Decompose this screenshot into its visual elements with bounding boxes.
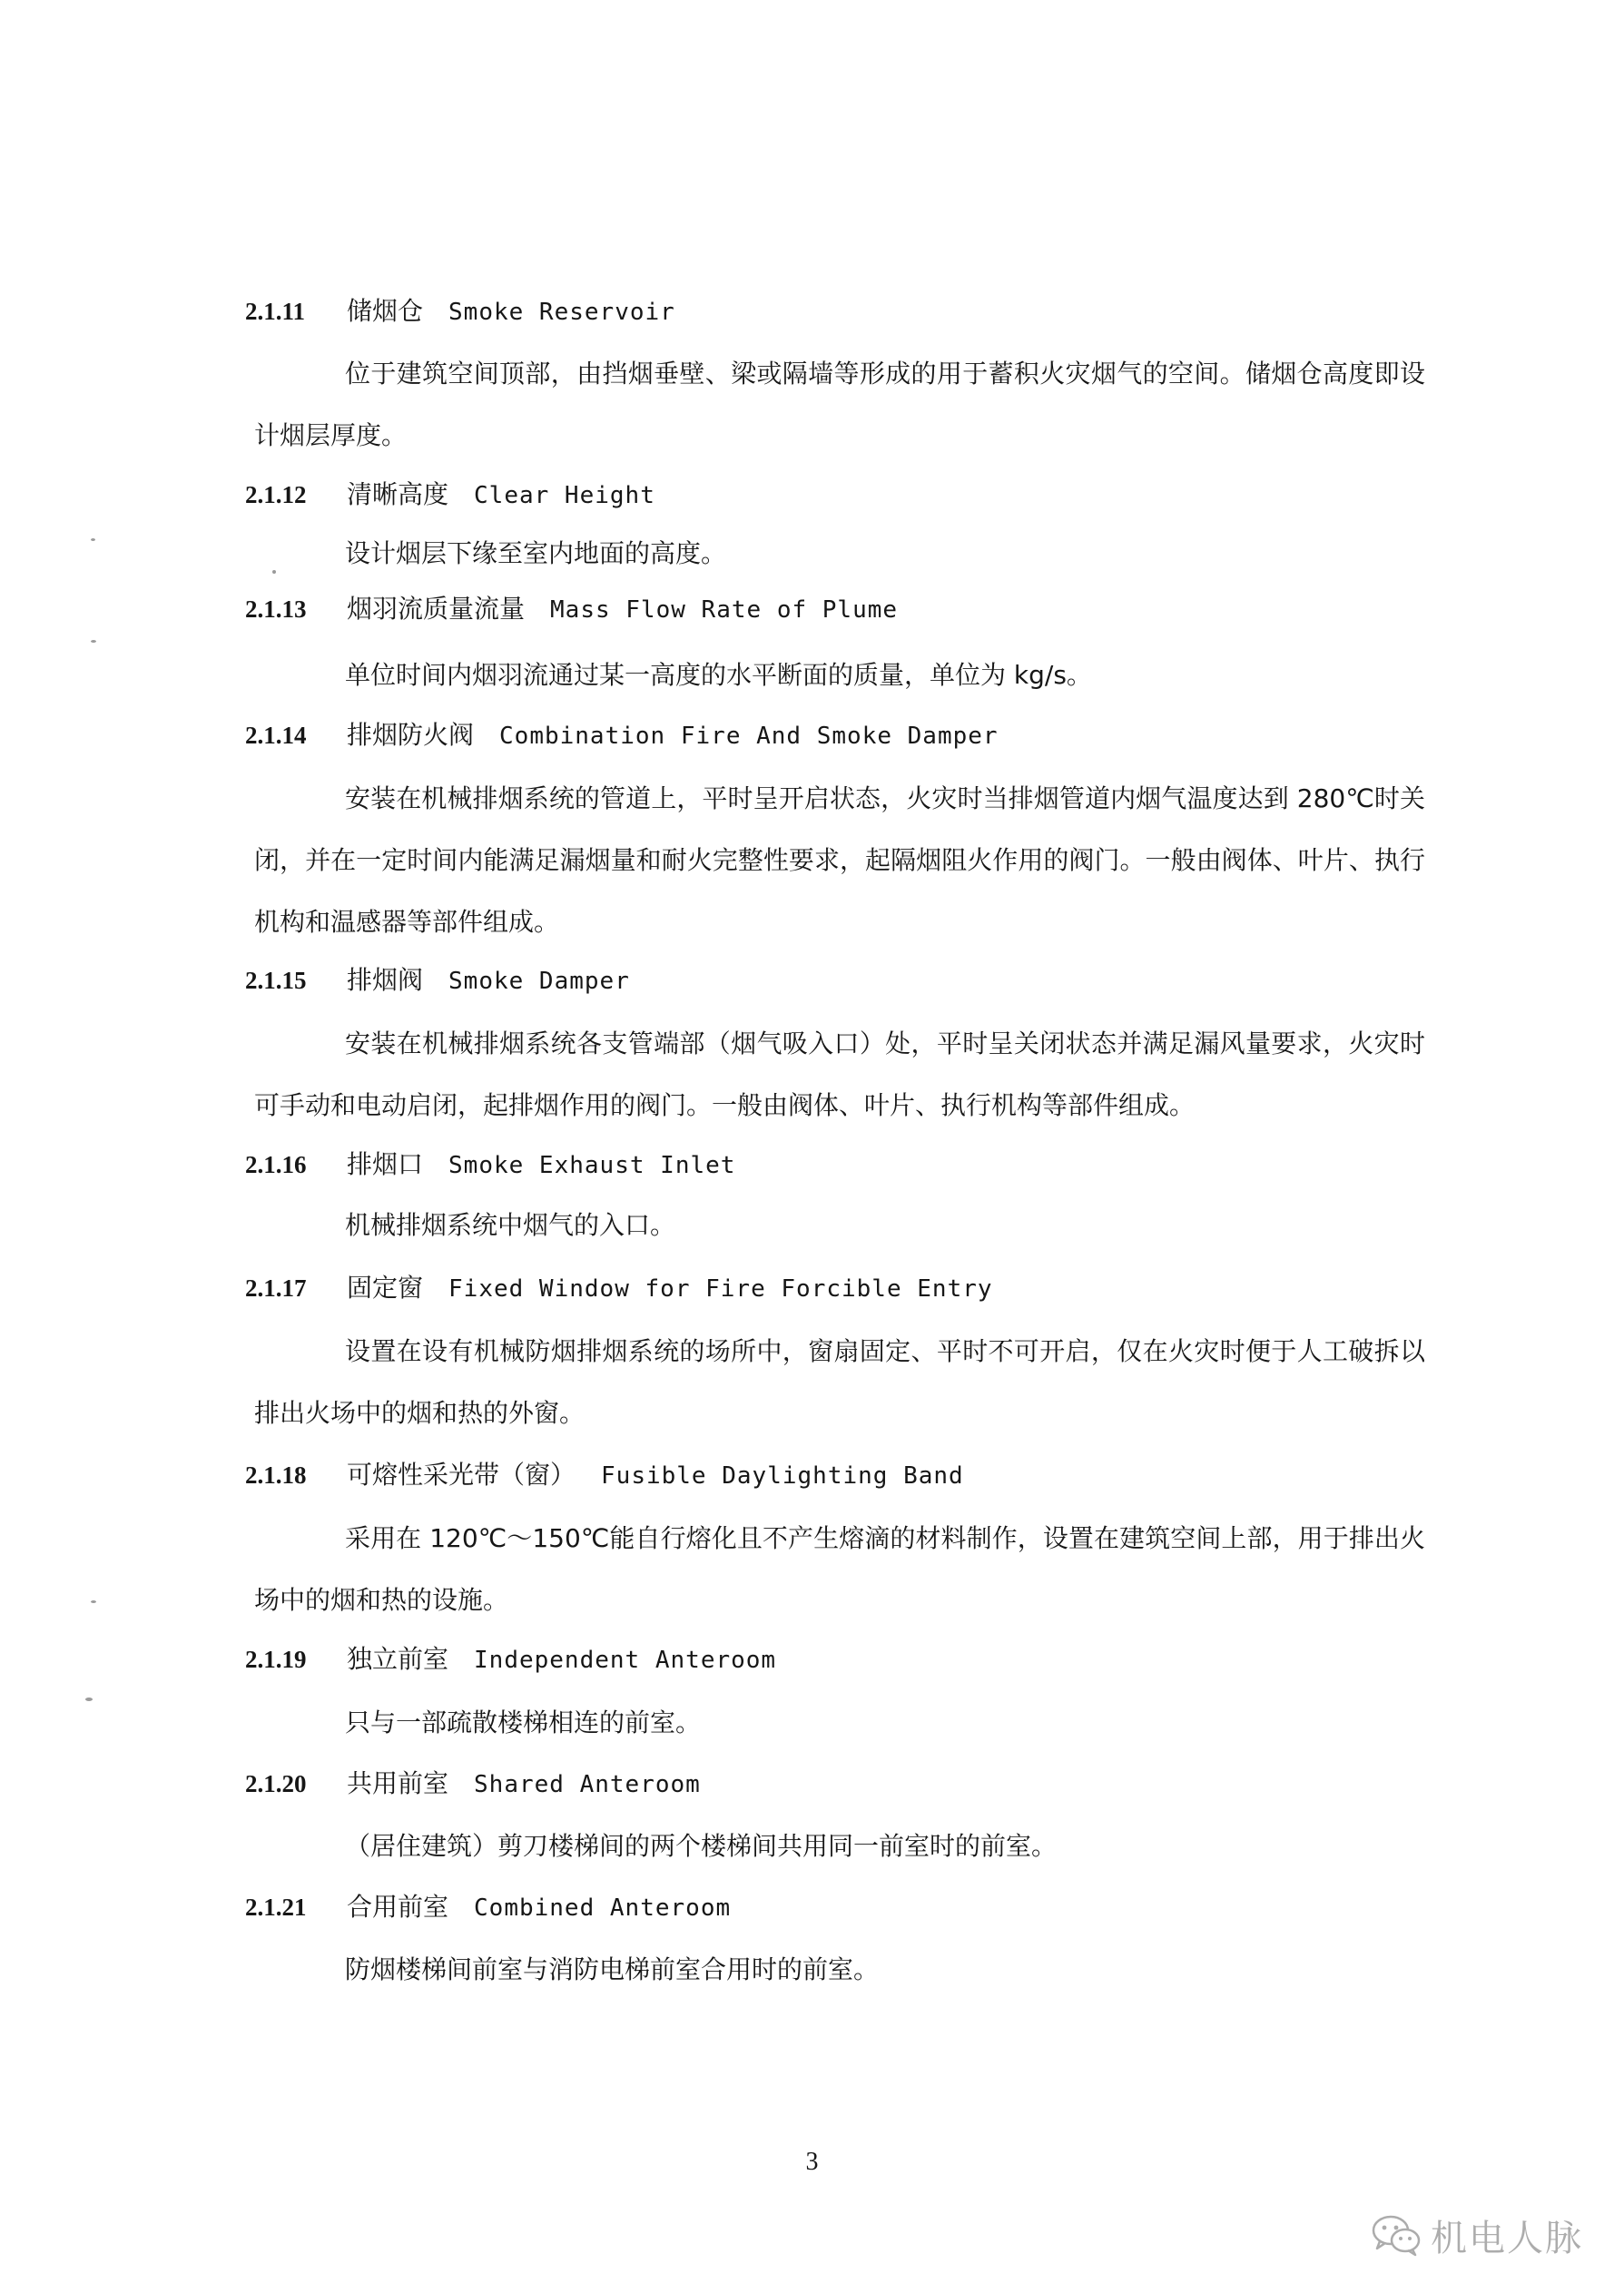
term-chinese: 排烟防火阀 — [347, 720, 475, 750]
term-number: 2.1.21 — [245, 1894, 307, 1921]
term-number: 2.1.13 — [245, 595, 307, 623]
term-chinese: 固定窗 — [347, 1273, 424, 1303]
term-definition: 采用在 120℃～150℃能自行熔化且不产生熔滴的材料制作，设置在建筑空间上部，用于排出火场中的烟和热的设施。 — [254, 1523, 1425, 1615]
term-number: 2.1.14 — [245, 722, 307, 749]
term-definition: 设置在设有机械防烟排烟系统的场所中，窗扇固定、平时不可开启，仅在火灾时便于人工破拆以排出火场中的烟和热的外窗。 — [254, 1336, 1425, 1428]
term-chinese: 烟羽流质量流量 — [347, 594, 526, 624]
term-heading — [245, 1452, 964, 1498]
term-heading — [245, 289, 675, 334]
term-heading — [245, 1761, 701, 1806]
term-chinese: 排烟阀 — [347, 965, 424, 995]
term-definition: 只与一部疏散楼梯相连的前室。 — [345, 1707, 702, 1737]
term-definition: （居住建筑）剪刀楼梯间的两个楼梯间共用同一前室时的前室。 — [345, 1831, 1058, 1861]
term-definition: 机械排烟系统中烟气的入口。 — [345, 1210, 676, 1240]
term-number: 2.1.16 — [245, 1151, 307, 1178]
term-english: Combination Fire And Smoke Damper — [499, 723, 999, 750]
term-heading — [245, 472, 655, 517]
term-chinese: 共用前室 — [347, 1768, 449, 1798]
scan-speck — [91, 640, 96, 643]
term-definition: 安装在机械排烟系统的管道上，平时呈开启状态，火灾时当排烟管道内烟气温度达到 280℃时关闭，并在一定时间内能满足漏烟量和耐火完整性要求，起隔烟阻火作用的阀门。一般由阀体、叶片、执行机构和温感器等部件组成。 — [254, 783, 1425, 937]
term-heading — [245, 1265, 993, 1311]
term-number: 2.1.15 — [245, 967, 307, 994]
term-english: Independent Anteroom — [474, 1647, 777, 1674]
term-heading — [245, 958, 630, 1003]
term-number: 2.1.17 — [245, 1274, 307, 1302]
term-heading — [245, 1885, 731, 1930]
term-definition: 单位时间内烟羽流通过某一高度的水平断面的质量，单位为 kg/s。 — [345, 660, 1092, 690]
term-english: Smoke Damper — [448, 968, 630, 995]
term-chinese: 合用前室 — [347, 1892, 449, 1922]
term-number: 2.1.20 — [245, 1770, 307, 1797]
term-chinese: 清晰高度 — [347, 479, 449, 509]
page-number: 3 — [805, 2148, 819, 2176]
term-english: Mass Flow Rate of Plume — [550, 596, 899, 624]
term-heading — [245, 1142, 735, 1187]
term-heading — [245, 1637, 776, 1682]
term-number: 2.1.11 — [245, 298, 306, 325]
term-number: 2.1.12 — [245, 481, 307, 508]
scan-speck — [91, 1600, 96, 1603]
term-definition: 防烟楼梯间前室与消防电梯前室合用时的前室。 — [345, 1954, 880, 1984]
term-english: Combined Anteroom — [474, 1894, 732, 1922]
term-chinese: 独立前室 — [347, 1644, 449, 1674]
watermark — [1371, 2208, 1583, 2262]
watermark-text: 机电人脉 — [1431, 2217, 1583, 2259]
term-english: Fixed Window for Fire Forcible Entry — [448, 1275, 993, 1303]
term-chinese: 储烟仓 — [347, 296, 424, 326]
term-number: 2.1.18 — [245, 1461, 307, 1489]
term-chinese: 排烟口 — [347, 1149, 424, 1179]
term-heading — [245, 586, 898, 632]
wechat-icon — [1371, 2213, 1422, 2257]
term-english: Fusible Daylighting Band — [601, 1462, 964, 1490]
term-english: Clear Height — [474, 482, 655, 509]
term-english: Shared Anteroom — [474, 1771, 701, 1798]
term-english: Smoke Exhaust Inlet — [448, 1152, 736, 1179]
term-definition: 位于建筑空间顶部，由挡烟垂壁、梁或隔墙等形成的用于蓄积火灾烟气的空间。储烟仓高度即设计烟层厚度。 — [254, 359, 1425, 450]
scan-speck — [91, 538, 95, 541]
term-chinese: 可熔性采光带（窗） — [347, 1460, 576, 1490]
term-english: Smoke Reservoir — [448, 299, 675, 326]
scan-speck — [85, 1698, 93, 1701]
term-heading — [245, 713, 999, 758]
term-definition: 安装在机械排烟系统各支管端部（烟气吸入口）处，平时呈关闭状态并满足漏风量要求，火灾时可手动和电动启闭，起排烟作用的阀门。一般由阀体、叶片、执行机构等部件组成。 — [254, 1028, 1425, 1120]
term-number: 2.1.19 — [245, 1646, 307, 1673]
term-definition: 设计烟层下缘至室内地面的高度。 — [345, 538, 727, 568]
